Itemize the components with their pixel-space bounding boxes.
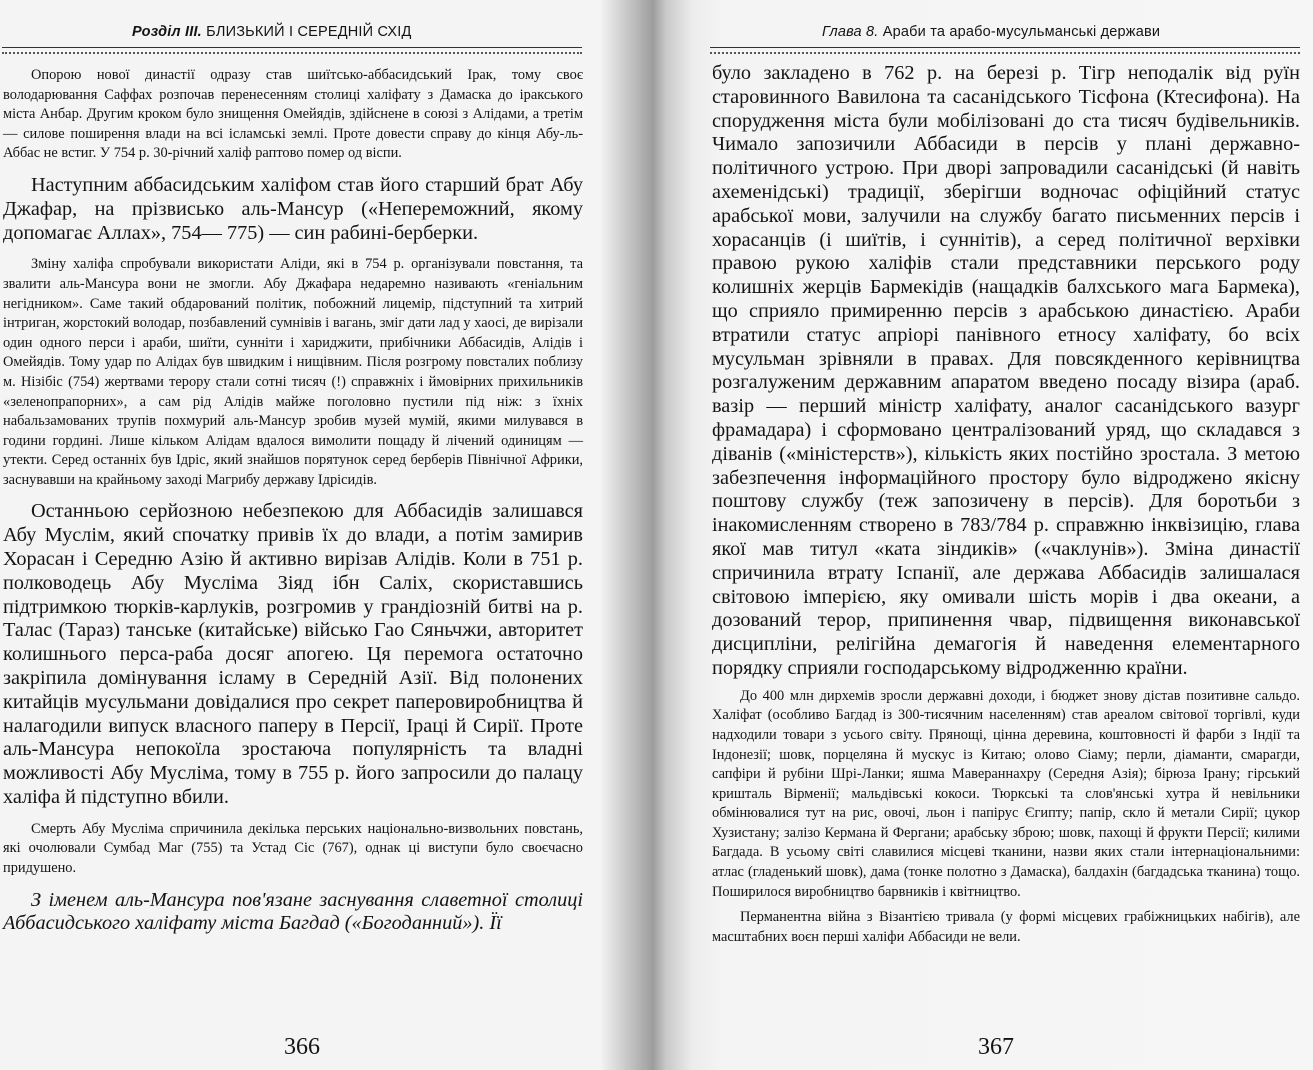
paragraph: було закладено в 762 р. на березі р. Тігр неподалік від руїн старовинного Вавилона та сасанідського Тісфона (Ктесифона). На спорудження міста були мобілізовані до ста тисяч будівельників. Чимало запозичили Аббасиди в персів у плані державно-політичного устрою. При дворі запровадили сасанідські (й навіть ахеменідські) традиції, зберігши водночас офіційний статус арабської мови, залучили на службу багато письменних персів і хорасанців (і шиїтів, і суннітів), а серед політичної верхівки правою рукою халіфів стали представники перського роду колишніх жерців Бармекідів (нащадків балхського мага Бармека), що сприяло примиренню персів з арабською династією. Араби втратили статус апріорі панівного етносу халіфату, бо всіх мусульман зрівняли в правах. Для повсякденного керівництва розгалуженим державним апаратом введено посаду візира (араб. вазір — перший міністр халіфату, аналог сасанідського вазург фрамадара) і сформовано централізований уряд, що складався з діванів («міністерств»), кількість яких постійно зростала. З метою забезпечення інформаційного простору було відроджено якісну поштову службу (теж запозичену в персів). Для боротьби з інакомисленням створено в 783/784 р. справжню інквізицію, глава якої мав титул «ката зіндиків» («чаклунів»). Зміна династії спричинила втрату Іспанії, але держава Аббасидів залишалася світовою імперією, яку омивали шість морів і два океани, а дозований терор, припинення чвар, підвищення виконавської дисципліни, релігійна демагогія й наведення елементарного порядку сприяли господарському відродженню країни. [712,62,1300,679]
paragraph: До 400 млн дирхемів зросли державні доходи, і бюджет знову дістав позитивне сальдо. Халіфат (особливо Багдад із 300-тисячним населенням) став ареалом світової торгівлі, куди надходили товари з усього світу. Прянощі, цінна деревина, коштовності й фарби з Індії та Індонезії; шовк, порцеляна й мускус із Китаю; олово Сіаму; перли, діаманти, смарагди, сапфіри й рубіни Шрі-Ланки; яшма Мавераннахру (Середня Азія); бірюза Ірану; гірський кришталь Вірменії; мальдівські кокоси. Тюркські та слов'янські хутра й невільники обмінювалися тут на рис, овочі, льон і папірус Єгипту; папір, скло й метали Сирії; цукор Хузистану; залізо Кермана й Фергани; арабську зброю; шовк, пахощі й фрукти Персії; килими Багдада. В усьому світі славилися місцеві тканини, назви яких стали інтернаціональними: атлас (гладенький шовк), дама (тонке полотно з Дамаска), балдахін (багдадська тканина) тощо. Поширилося виробництво барвників і квітництво. [712,687,1300,900]
header-rule [2,47,582,54]
section-title: БЛИЗЬКИЙ І СЕРЕДНІЙ СХІД [206,24,412,40]
paragraph: З іменем аль-Мансура пов'язане заснування славетної столиці Аббасидського халіфату міста Багдад («Богоданний»). Її [3,888,583,935]
right-page [652,0,1313,1070]
chapter-label: Глава 8. [822,24,879,40]
section-label: Розділ III. [132,24,202,40]
gutter-shadow [600,0,652,1070]
paragraph: Зміну халіфа спробували використати Аліди, які в 754 р. організували повстання, та звалити аль-Мансура вони не змогли. Абу Джафара недаремно називають «геніальним негідником». Саме такий обдарований політик, побожний лицемір, підступний та хитрий інтриган, жорстокий володар, позбавлений сумнівів і вагань, зміг дати лад у хаосі, де вирізали один одного перси і араби, шиїти, сунніти і хариджити, прибічники Аббасидів, Алідів і Омейядів. Тому удар по Алідах був швидким і нищівним. Після розгрому повсталих поблизу м. Нізібіс (754) жертвами терору стали сотні тисяч (!) справжніх і ймовірних прихильників «зеленопрапорних», а сам рід Алідів майже поголовно пустили під ніж: з їхніх набальзамованих трупів похмурий аль-Мансур зробив музей мумій, якими милувався в години гордині. Лише кільком Алідам вдалося вимолити пощаду й лічений одиницям — утекти. Серед останніх був Ідріс, який знайшов порятунок серед берберів Північної Африки, заснувавши на крайньому заході Магрибу державу Ідрісидів. [3,256,583,488]
paragraph: Останньою серйозною небезпекою для Аббасидів залишався Абу Муслім, який спочатку привів їх до влади, а потім замирив Хорасан і Середню Азію й активно вирізав Алідів. Коли в 751 р. полководець Абу Мусліма Зіяд ібн Саліх, скориставшись підтримкою тюрків-карлуків, розгромив у грандіозній битві на р. Талас (Тараз) танське (китайське) військо Гао Сяньчжи, авторитет колишнього перса-раба досяг апогею. Ця перемога остаточно закріпила домінування ісламу в Середній Азії. Від полонених китайців мусульмани довідалися про секрет паперовиробництва й налагодили випуск власного паперу в Персії, Іраці й Сирії. Проте аль-Мансура непокоїла зростаюча популярність та владні можливості Абу Мусліма, тому в 755 р. його запросили до палацу халіфа й підступно вбили. [3,500,583,809]
paragraph: Перманентна війна з Візантією тривала (у формі місцевих грабіжницьких набігів), але масштабних воєн перші халіфи Аббасиди не вели. [712,909,1300,945]
left-running-head [132,24,411,40]
right-text-column [712,62,1300,947]
page-number: 367 [978,1034,1014,1060]
paragraph: Опорою нової династії одразу став шиїтсько-аббасидський Ірак, тому своє володарювання Саффах розпочав перенесенням столиці халіфату з Дамаска до іракського міста Анбар. Другим кроком було знищення Омейядів, здійснене в союзі з Алідами, а третім — силове поширення влади на всі ісламські землі. Проте довести справу до кінця Абу-ль-Аббас не встиг. У 754 р. 30-річний халіф раптово помер од віспи. [3,67,583,162]
left-page [0,0,652,1070]
paragraph: Смерть Абу Мусліма спричинила декілька перських національно-визвольних повстань, які очолювали Сумбад Маг (755) та Устад Сіс (767), однак ці виступи було своєчасно придушено. [3,820,583,877]
right-running-head [822,24,1160,40]
left-text-column [3,66,583,936]
chapter-title: Араби та арабо-мусульманські держави [882,24,1161,40]
page-number: 366 [284,1034,320,1060]
header-rule [710,47,1300,54]
paragraph: Наступним аббасидським халіфом став його старший брат Абу Джафар, на прізвисько аль-Мансур («Непереможний, якому допомагає Аллах», 754— 775) — син рабині-берберки. [3,173,583,244]
